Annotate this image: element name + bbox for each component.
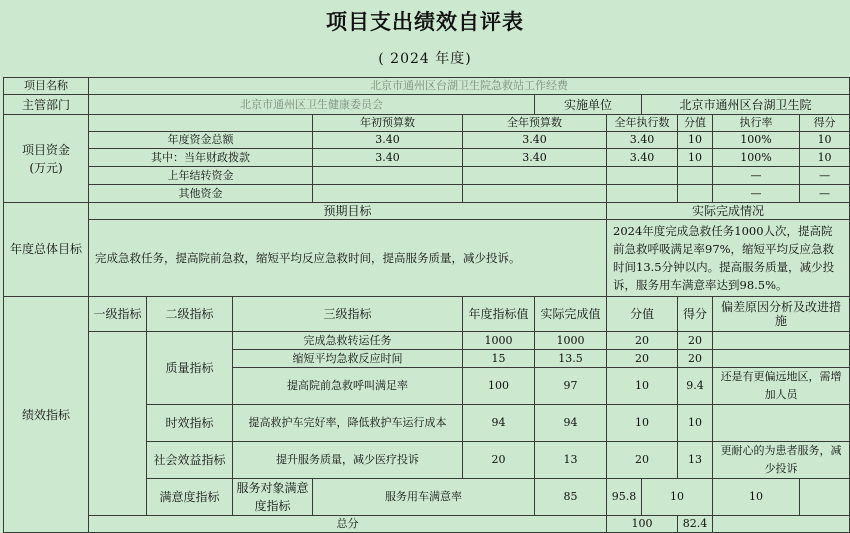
level2-service-satisfaction: 服务对象满意度指标 (233, 479, 313, 516)
indicator-header-target: 年度指标值 (463, 297, 535, 332)
funds-header-exec-rate: 执行率 (713, 115, 800, 132)
indicator-note (713, 405, 850, 442)
indicator-note (800, 479, 850, 516)
funds-header-annual-executed: 全年执行数 (607, 115, 678, 132)
indicator-weight: 20 (607, 442, 678, 479)
level1-satisfaction: 满意度指标 (147, 479, 233, 516)
funds-cell: 3.40 (463, 149, 607, 167)
annual-goal-label: 年度总体目标 (4, 203, 89, 297)
indicator-name: 缩短平均急救反应时间 (233, 350, 463, 368)
funds-cell: 3.40 (313, 132, 463, 149)
funds-cell (678, 185, 713, 203)
indicator-actual: 95.8 (607, 479, 642, 516)
indicator-score: 10 (678, 405, 713, 442)
funds-cell: — (713, 167, 800, 185)
indicator-weight: 10 (607, 368, 678, 405)
indicator-score: 13 (678, 442, 713, 479)
year-subtitle: ( 2024 年度) (378, 51, 472, 67)
indicator-header-level1: 一级指标 (89, 297, 147, 332)
funds-row-label: 年度资金总额 (89, 132, 313, 149)
indicator-note (713, 332, 850, 350)
total-note (713, 516, 850, 533)
funds-cell: 3.40 (463, 132, 607, 149)
funds-cell: 10 (800, 149, 850, 167)
indicator-actual: 1000 (535, 332, 607, 350)
indicator-header-level2: 二级指标 (147, 297, 233, 332)
indicator-target: 94 (463, 405, 535, 442)
dept-value: 北京市通州区卫生健康委员会 (89, 95, 535, 115)
indicator-weight: 10 (607, 405, 678, 442)
indicator-score: 10 (713, 479, 800, 516)
indicator-note: 还是有更偏远地区，需增加人员 (713, 368, 850, 405)
indicator-target: 20 (463, 442, 535, 479)
level2-social-benefit: 社会效益指标 (147, 442, 233, 479)
page-title: 项目支出绩效自评表 (326, 9, 524, 34)
indicator-header-weight: 分值 (607, 297, 678, 332)
funds-header-annual-budget: 全年预算数 (463, 115, 607, 132)
funds-cell (313, 185, 463, 203)
dept-label: 主管部门 (4, 95, 89, 115)
indicator-actual: 13.5 (535, 350, 607, 368)
indicator-score: 20 (678, 350, 713, 368)
impl-unit-value: 北京市通州区台湖卫生院 (642, 95, 850, 115)
total-weight: 100 (607, 516, 678, 533)
evaluation-table (3, 77, 850, 533)
indicator-name: 提高院前急救呼叫满足率 (233, 368, 463, 405)
actual-result-header: 实际完成情况 (607, 203, 850, 220)
funds-cell (607, 167, 678, 185)
funds-cell (313, 167, 463, 185)
indicator-name: 服务用车满意率 (313, 479, 535, 516)
indicator-header-actual: 实际完成值 (535, 297, 607, 332)
funds-cell: — (800, 167, 850, 185)
level1-output-blank (89, 332, 147, 516)
funds-cell (678, 167, 713, 185)
funds-cell: — (800, 185, 850, 203)
indicator-target: 1000 (463, 332, 535, 350)
indicator-name: 完成急救转运任务 (233, 332, 463, 350)
indicator-note (713, 350, 850, 368)
funds-cell: 3.40 (607, 132, 678, 149)
indicator-actual: 13 (535, 442, 607, 479)
indicator-header-score: 得分 (678, 297, 713, 332)
funds-cell: — (713, 185, 800, 203)
indicator-name: 提高救护车完好率，降低救护车运行成本 (233, 405, 463, 442)
funds-cell: 10 (678, 149, 713, 167)
total-score: 82.4 (678, 516, 713, 533)
funds-cell: 10 (800, 132, 850, 149)
indicator-note: 更耐心的为患者服务，减少投诉 (713, 442, 850, 479)
funds-cell: 100% (713, 149, 800, 167)
funds-cell (463, 185, 607, 203)
indicator-actual: 94 (535, 405, 607, 442)
indicator-weight: 10 (642, 479, 713, 516)
expected-goal-header: 预期目标 (89, 203, 607, 220)
indicator-weight: 20 (607, 332, 678, 350)
funds-header-score: 得分 (800, 115, 850, 132)
funds-label: 项目资金 (万元) (4, 115, 89, 203)
level2-timeliness: 时效指标 (147, 405, 233, 442)
project-name-label: 项目名称 (4, 78, 89, 95)
funds-cell (607, 185, 678, 203)
funds-row-label: 其中：当年财政拨款 (89, 149, 313, 167)
total-label: 总分 (89, 516, 607, 533)
level2-quality: 质量指标 (147, 332, 233, 405)
funds-cell (463, 167, 607, 185)
indicator-actual: 97 (535, 368, 607, 405)
funds-cell: 3.40 (607, 149, 678, 167)
funds-cell: 3.40 (313, 149, 463, 167)
actual-result-text: 2024年度完成急救任务1000人次，提高院前急救呼吸满足率97%，缩短平均反应急救时间13.5分钟以内。提高服务质量，减少投诉，服务用车满意率达到98.5%。 (607, 220, 850, 297)
indicator-target: 100 (463, 368, 535, 405)
indicator-weight: 20 (607, 350, 678, 368)
expected-goal-text: 完成急救任务，提高院前急救，缩短平均反应急救时间，提高服务质量，减少投诉。 (89, 220, 607, 297)
indicator-name: 提升服务质量，减少医疗投诉 (233, 442, 463, 479)
funds-header-weight: 分值 (678, 115, 713, 132)
indicator-score: 20 (678, 332, 713, 350)
funds-cell: 10 (678, 132, 713, 149)
indicator-target: 15 (463, 350, 535, 368)
funds-row-label: 其他资金 (89, 185, 313, 203)
funds-header-blank (89, 115, 313, 132)
indicator-header-deviation: 偏差原因分析及改进措施 (713, 297, 850, 332)
impl-unit-label: 实施单位 (535, 95, 642, 115)
funds-row-label: 上年结转资金 (89, 167, 313, 185)
project-name-value: 北京市通州区台湖卫生院急救站工作经费 (89, 78, 850, 95)
indicator-header-level3: 三级指标 (233, 297, 463, 332)
indicator-score: 9.4 (678, 368, 713, 405)
indicator-target: 85 (535, 479, 607, 516)
funds-header-initial-budget: 年初预算数 (313, 115, 463, 132)
indicators-label: 绩效指标 (4, 297, 89, 533)
funds-cell: 100% (713, 132, 800, 149)
